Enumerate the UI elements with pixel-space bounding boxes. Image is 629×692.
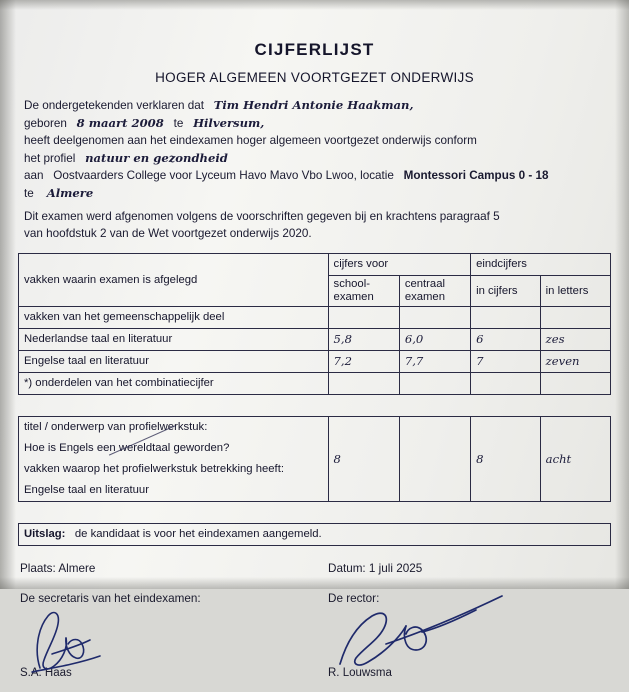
spacer2-cell-1 bbox=[19, 501, 329, 523]
rector-label: De rector: bbox=[328, 591, 380, 605]
profile-work-in-letters: acht bbox=[540, 416, 610, 501]
header-in-numbers: in cijfers bbox=[471, 275, 541, 306]
school-location: Montessori Campus 0 - 18 bbox=[403, 169, 549, 183]
header-central-exam-line2: examen bbox=[404, 290, 446, 303]
grades-table bbox=[18, 253, 611, 546]
profile-value: natuur en gezondheid bbox=[85, 150, 228, 165]
intro-line-2-pre: geboren bbox=[24, 116, 67, 130]
row-0-subject: Nederlandse taal en literatuur bbox=[19, 328, 329, 350]
profile-work-school-exam: 8 bbox=[328, 416, 399, 501]
header-school-exam bbox=[328, 275, 399, 306]
table-row bbox=[19, 328, 611, 350]
profile-work-central-exam bbox=[399, 416, 470, 501]
row-1-in-letters: zeven bbox=[540, 350, 610, 372]
place-label: Plaats: bbox=[20, 561, 56, 575]
secretary-name: S.A. Haas bbox=[20, 666, 72, 679]
header-central-exam-line1: centraal bbox=[404, 277, 446, 290]
result-label: Uitslag: bbox=[24, 528, 66, 541]
intro-line-1-pre: De ondergetekenden verklaren dat bbox=[24, 99, 204, 112]
intro-line-5-pre: aan bbox=[24, 169, 44, 183]
certificate-sheet bbox=[14, 8, 615, 679]
section-common-row bbox=[19, 306, 611, 328]
birth-date: 8 maart 2008 bbox=[76, 115, 164, 130]
combination-note-in-letters bbox=[540, 372, 610, 394]
spacer-cell-3 bbox=[399, 394, 470, 416]
profile-work-title-label: titel / onderwerp van profielwerkstuk: bbox=[19, 416, 329, 438]
combination-note-school-exam bbox=[328, 372, 399, 394]
school-name: Oostvaarders College voor Lyceum Havo Mavo Vbo Lwoo, locatie bbox=[53, 169, 394, 183]
table-header-row-1 bbox=[19, 253, 611, 275]
intro-line-6 bbox=[24, 185, 615, 203]
intro-line-1 bbox=[24, 97, 615, 115]
intro-line-6-pre: te bbox=[24, 186, 34, 200]
row-0-school-exam: 5,8 bbox=[328, 328, 399, 350]
candidate-name: Tim Hendri Antonie Haakman, bbox=[213, 98, 414, 112]
spacer-cell-5 bbox=[540, 394, 610, 416]
shadow-left bbox=[0, 0, 16, 589]
birth-place: Hilversum, bbox=[193, 115, 265, 130]
row-0-central-exam: 6,0 bbox=[399, 328, 470, 350]
combination-note-label: *) onderdelen van het combinatiecijfer bbox=[19, 372, 329, 394]
shadow-bottom bbox=[0, 577, 629, 589]
place-value: Almere bbox=[58, 561, 96, 575]
spacer-row bbox=[19, 394, 611, 416]
intro-line-4-pre: het profiel bbox=[24, 151, 76, 165]
spacer-cell-1 bbox=[19, 394, 329, 416]
section-common-in-numbers bbox=[471, 306, 541, 328]
profile-work-subjects-value: Engelse taal en literatuur bbox=[19, 480, 329, 502]
row-0-in-numbers: 6 bbox=[471, 328, 541, 350]
row-1-school-exam: 7,2 bbox=[328, 350, 399, 372]
header-grades-for: cijfers voor bbox=[328, 253, 471, 275]
spacer-row-2 bbox=[19, 501, 611, 523]
row-0-in-letters: zes bbox=[540, 328, 610, 350]
intro-line-5 bbox=[24, 167, 615, 185]
section-common-label: vakken van het gemeenschappelijk deel bbox=[19, 306, 329, 328]
intro-paragraph bbox=[14, 97, 615, 243]
school-city: Almere bbox=[46, 185, 94, 200]
intro-line-3: heeft deelgenomen aan het eindexamen hoger algemeen voortgezet onderwijs conform bbox=[24, 134, 477, 148]
table-row bbox=[19, 350, 611, 372]
section-common-in-letters bbox=[540, 306, 610, 328]
intro-line-4 bbox=[24, 150, 615, 168]
section-common-central-exam bbox=[399, 306, 470, 328]
profile-work-title-value: Hoe is Engels een wereldtaal geworden? bbox=[19, 438, 329, 459]
place-row bbox=[20, 562, 95, 575]
spacer2-cell-5 bbox=[540, 501, 610, 523]
shadow-top bbox=[0, 0, 629, 10]
profile-work-subjects-label: vakken waarop het profielwerkstuk betrekking heeft: bbox=[19, 459, 329, 480]
combination-note-central-exam bbox=[399, 372, 470, 394]
result-value: de kandidaat is voor het eindexamen aangemeld. bbox=[74, 528, 322, 541]
intro-line-7: Dit examen werd afgenomen volgens de voorschriften gegeven bij en krachtens paragraaf 5 bbox=[24, 209, 500, 223]
secretary-signature bbox=[22, 598, 172, 676]
page-subtitle: HOGER ALGEMEEN VOORTGEZET ONDERWIJS bbox=[155, 70, 474, 85]
header-in-letters: in letters bbox=[540, 275, 610, 306]
spacer-cell-2 bbox=[328, 394, 399, 416]
rector-name: R. Louwsma bbox=[328, 666, 392, 679]
header-subjects: vakken waarin examen is afgelegd bbox=[19, 253, 329, 306]
header-school-exam-line1: school- bbox=[333, 277, 370, 290]
combination-note-row bbox=[19, 372, 611, 394]
spacer2-cell-4 bbox=[471, 501, 541, 523]
row-1-in-numbers: 7 bbox=[471, 350, 541, 372]
profile-work-in-numbers: 8 bbox=[471, 416, 541, 501]
spacer2-cell-3 bbox=[399, 501, 470, 523]
result-cell bbox=[19, 523, 611, 545]
header-central-exam bbox=[399, 275, 470, 306]
date-row bbox=[328, 562, 422, 575]
date-label: Datum: bbox=[328, 561, 366, 575]
shadow-right bbox=[615, 0, 629, 589]
intro-line-8: van hoofdstuk 2 van de Wet voortgezet onderwijs 2020. bbox=[24, 227, 312, 241]
page-title: CIJFERLIJST bbox=[254, 40, 375, 59]
result-row bbox=[19, 523, 611, 545]
intro-line-2-mid: te bbox=[173, 116, 184, 130]
section-common-school-exam bbox=[328, 306, 399, 328]
row-1-central-exam: 7,7 bbox=[399, 350, 470, 372]
profile-work-title-row bbox=[19, 416, 611, 438]
header-final-grades: eindcijfers bbox=[471, 253, 611, 275]
intro-line-2 bbox=[24, 115, 615, 133]
spacer2-cell-2 bbox=[328, 501, 399, 523]
row-1-subject: Engelse taal en literatuur bbox=[19, 350, 329, 372]
combination-note-in-numbers bbox=[471, 372, 541, 394]
secretary-label: De secretaris van het eindexamen: bbox=[20, 591, 201, 605]
spacer-cell-4 bbox=[471, 394, 541, 416]
header-school-exam-line2: examen bbox=[333, 290, 374, 303]
date-value: 1 juli 2025 bbox=[368, 561, 423, 575]
